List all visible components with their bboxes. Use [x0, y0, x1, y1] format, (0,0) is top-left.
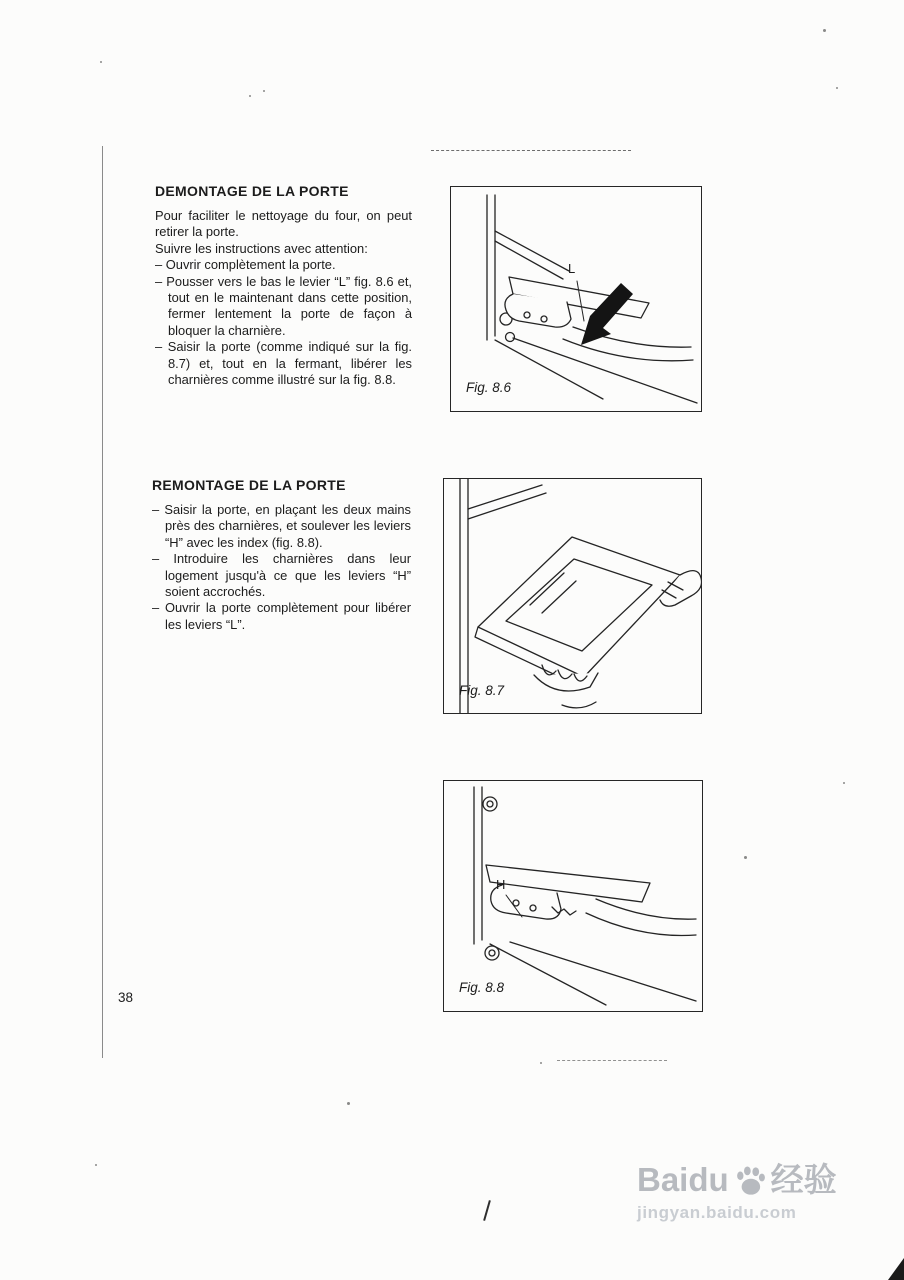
figure-caption: Fig. 8.7 — [459, 683, 505, 698]
instruction-item: – Saisir la porte, en plaçant les deux mains près des charnières, et soulever les leviers “H” avec les index (fig. 8.8). — [152, 502, 411, 550]
oven-door-hands-drawing — [444, 479, 701, 713]
hinge-lever — [486, 865, 650, 919]
scan-corner-mark — [888, 1258, 904, 1280]
scan-dash-line-top — [431, 150, 631, 151]
paragraph: Suivre les instructions avec attention: — [155, 240, 368, 256]
speckle — [95, 1164, 97, 1166]
watermark-brand-suffix: 经验 — [770, 1161, 837, 1198]
figure-8-8 — [443, 780, 703, 1012]
speckle — [744, 856, 747, 859]
speckle — [249, 95, 251, 97]
oven-hinge-lever-H-drawing — [444, 781, 702, 1011]
scan-dash-line-bottom — [557, 1060, 667, 1061]
speckle — [540, 1062, 542, 1064]
speckle — [843, 782, 845, 784]
instruction-item: – Ouvrir la porte complètement pour libérer les leviers “L”. — [152, 600, 411, 632]
speckle — [347, 1102, 350, 1105]
instruction-item: – Introduire les charnières dans leur logement jusqu'à ce que les leviers “H” soient accrochés. — [152, 551, 411, 600]
lever-label-H: H — [496, 877, 506, 892]
instruction-item: – Saisir la porte (comme indiqué sur la fig. 8.7) et, tout en la fermant, libérer les charnières comme illustré sur la fig. 8.8. — [155, 339, 412, 388]
speckle — [263, 90, 265, 92]
figure-8-7 — [443, 478, 702, 714]
instruction-item: – Ouvrir complètement la porte. — [155, 257, 336, 273]
speckle — [836, 87, 838, 89]
section-demontage — [155, 183, 412, 388]
paragraph: Pour faciliter le nettoyage du four, on peut retirer la porte. — [155, 208, 412, 240]
speckle — [823, 29, 826, 32]
speckle — [100, 61, 102, 63]
baidu-paw-icon — [734, 1166, 766, 1196]
lever-label-L: L — [568, 261, 576, 276]
oven-door — [475, 537, 680, 687]
watermark-url: jingyan.baidu.com — [637, 1203, 797, 1222]
watermark — [637, 1163, 837, 1223]
section-title-remontage: REMONTAGE DE LA PORTE — [152, 477, 346, 493]
scan-slash-mark — [483, 1200, 491, 1221]
instruction-item: – Pousser vers le bas le levier “L” fig. 8.6 et, tout en le maintenant dans cette position, fermer lentement la porte de façon à bloquer la charnière. — [155, 273, 412, 338]
oven-hinge-lever-drawing — [451, 187, 701, 411]
hinge-lever — [505, 277, 649, 327]
figure-caption: Fig. 8.6 — [466, 380, 512, 395]
figure-8-6 — [450, 186, 702, 412]
figure-caption: Fig. 8.8 — [459, 980, 505, 995]
page-number: 38 — [118, 990, 134, 1005]
watermark-brand: Baidu — [637, 1161, 729, 1198]
section-title-demontage: DEMONTAGE DE LA PORTE — [155, 183, 349, 199]
section-remontage — [152, 477, 411, 633]
watermark-logo — [637, 1163, 837, 1196]
scan-fold-line — [102, 146, 103, 1058]
